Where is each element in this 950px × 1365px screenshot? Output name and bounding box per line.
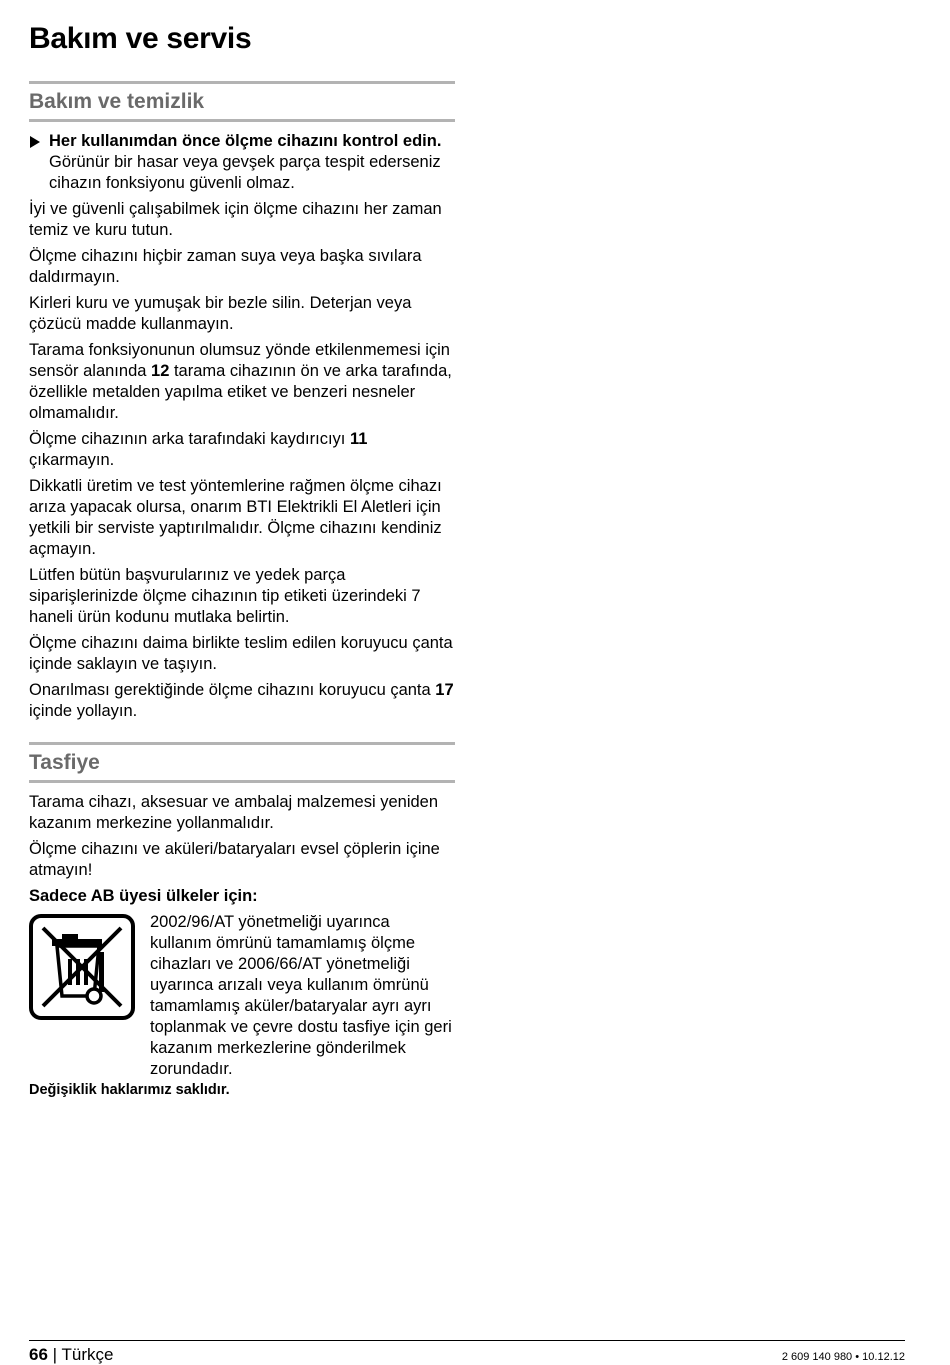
- bullet-triangle-icon: [30, 136, 40, 148]
- paragraph: Dikkatli üretim ve test yöntemlerine rağmen ölçme cihazı arıza yapacak olursa, onarım BTI Elektrikli El Aletleri için yetkili bir serviste yaptırılmalıdır. Ölçme cihazını kendiniz açmayın.: [29, 477, 442, 558]
- main-column: [29, 81, 455, 1106]
- paragraph: [29, 680, 455, 722]
- section-body-disposal: [29, 792, 455, 1101]
- paragraph-text: çıkarmayın.: [29, 451, 115, 469]
- footer-date: 10.12.12: [862, 1351, 905, 1363]
- bullet-text: Görünür bir hasar veya gevşek parça tespit ederseniz cihazın fonksiyonu güvenli olmaz.: [49, 153, 441, 192]
- crossed-out-wheelie-bin-icon: [29, 914, 135, 1020]
- paragraph-text: Tarama fonksiyonunun olumsuz yönde etkilenmemesi için sensör alanında: [29, 341, 450, 380]
- page-title: Bakım ve servis: [29, 22, 252, 55]
- section-heading-disposal: Tasfiye: [29, 742, 455, 783]
- bullet-item: [29, 131, 455, 194]
- paragraph-text: Ölçme cihazının arka tarafındaki kaydırıcıyı: [29, 430, 350, 448]
- reference-number: 11: [349, 430, 368, 448]
- paragraph-text: Onarılması gerektiğinde ölçme cihazını koruyucu çanta: [29, 681, 436, 699]
- footer-divider: [29, 1340, 905, 1341]
- bullet-bold-text: Her kullanımdan önce ölçme cihazını kontrol edin.: [49, 132, 442, 150]
- paragraph: [29, 340, 455, 424]
- paragraph: Ölçme cihazını hiçbir zaman suya veya başka sıvılara daldırmayın.: [29, 247, 422, 286]
- paragraph: Ölçme cihazını ve aküleri/bataryaları evsel çöplerin içine atmayın!: [29, 840, 440, 879]
- document-code: 2 609 140 980: [781, 1351, 853, 1363]
- rights-notice: Değişiklik haklarımız saklıdır.: [29, 1082, 230, 1098]
- footer-separator: |: [52, 1345, 58, 1364]
- eu-text: 2002/96/AT yönetmeliği uyarınca kullanım ömrünü tamamlamış ölçme cihazları ve 2006/66/AT yönetmeliği uyarınca arızalı veya kullanım ömrünü tamamlamış aküler/bataryalar ayrı ayrı toplanmak ve çevre dostu tasfiye için geri kazanım merkezlerine gönderilmek zorundadır.: [150, 913, 452, 1078]
- paragraph-text: içinde yollayın.: [29, 702, 138, 720]
- section-heading-maintenance: Bakım ve temizlik: [29, 81, 455, 122]
- footer-bullet: •: [855, 1351, 860, 1363]
- footer-left: [29, 1345, 113, 1365]
- paragraph: Kirleri kuru ve yumuşak bir bezle silin. Deterjan veya çözücü madde kullanmayın.: [29, 294, 412, 333]
- eu-block: [29, 912, 455, 1080]
- paragraph: Ölçme cihazını daima birlikte teslim edilen koruyucu çanta içinde saklayın ve taşıyın.: [29, 634, 453, 673]
- eu-heading: Sadece AB üyesi ülkeler için:: [29, 887, 258, 905]
- section-maintenance: [29, 81, 455, 722]
- paragraph: İyi ve güvenli çalışabilmek için ölçme cihazını her zaman temiz ve kuru tutun.: [29, 200, 442, 239]
- section-disposal: [29, 742, 455, 1101]
- section-body-maintenance: [29, 131, 455, 722]
- footer-language: Türkçe: [61, 1345, 114, 1364]
- reference-number: 12: [151, 362, 170, 380]
- paragraph: Lütfen bütün başvurularınız ve yedek parça siparişlerinizde ölçme cihazının tip etiketi üzerindeki 7 haneli ürün kodunu mutlaka belirtin.: [29, 566, 421, 626]
- reference-number: 17: [435, 681, 454, 699]
- paragraph: Tarama cihazı, aksesuar ve ambalaj malzemesi yeniden kazanım merkezine yollanmalıdır.: [29, 793, 439, 832]
- paragraph-text: tarama cihazının ön ve arka tarafında, özellikle metalden yapılma etiket ve benzeri nesneler olmamalıdır.: [29, 362, 452, 422]
- page-number: 66: [29, 1345, 48, 1364]
- paragraph: [29, 429, 455, 471]
- footer-right: [782, 1351, 905, 1363]
